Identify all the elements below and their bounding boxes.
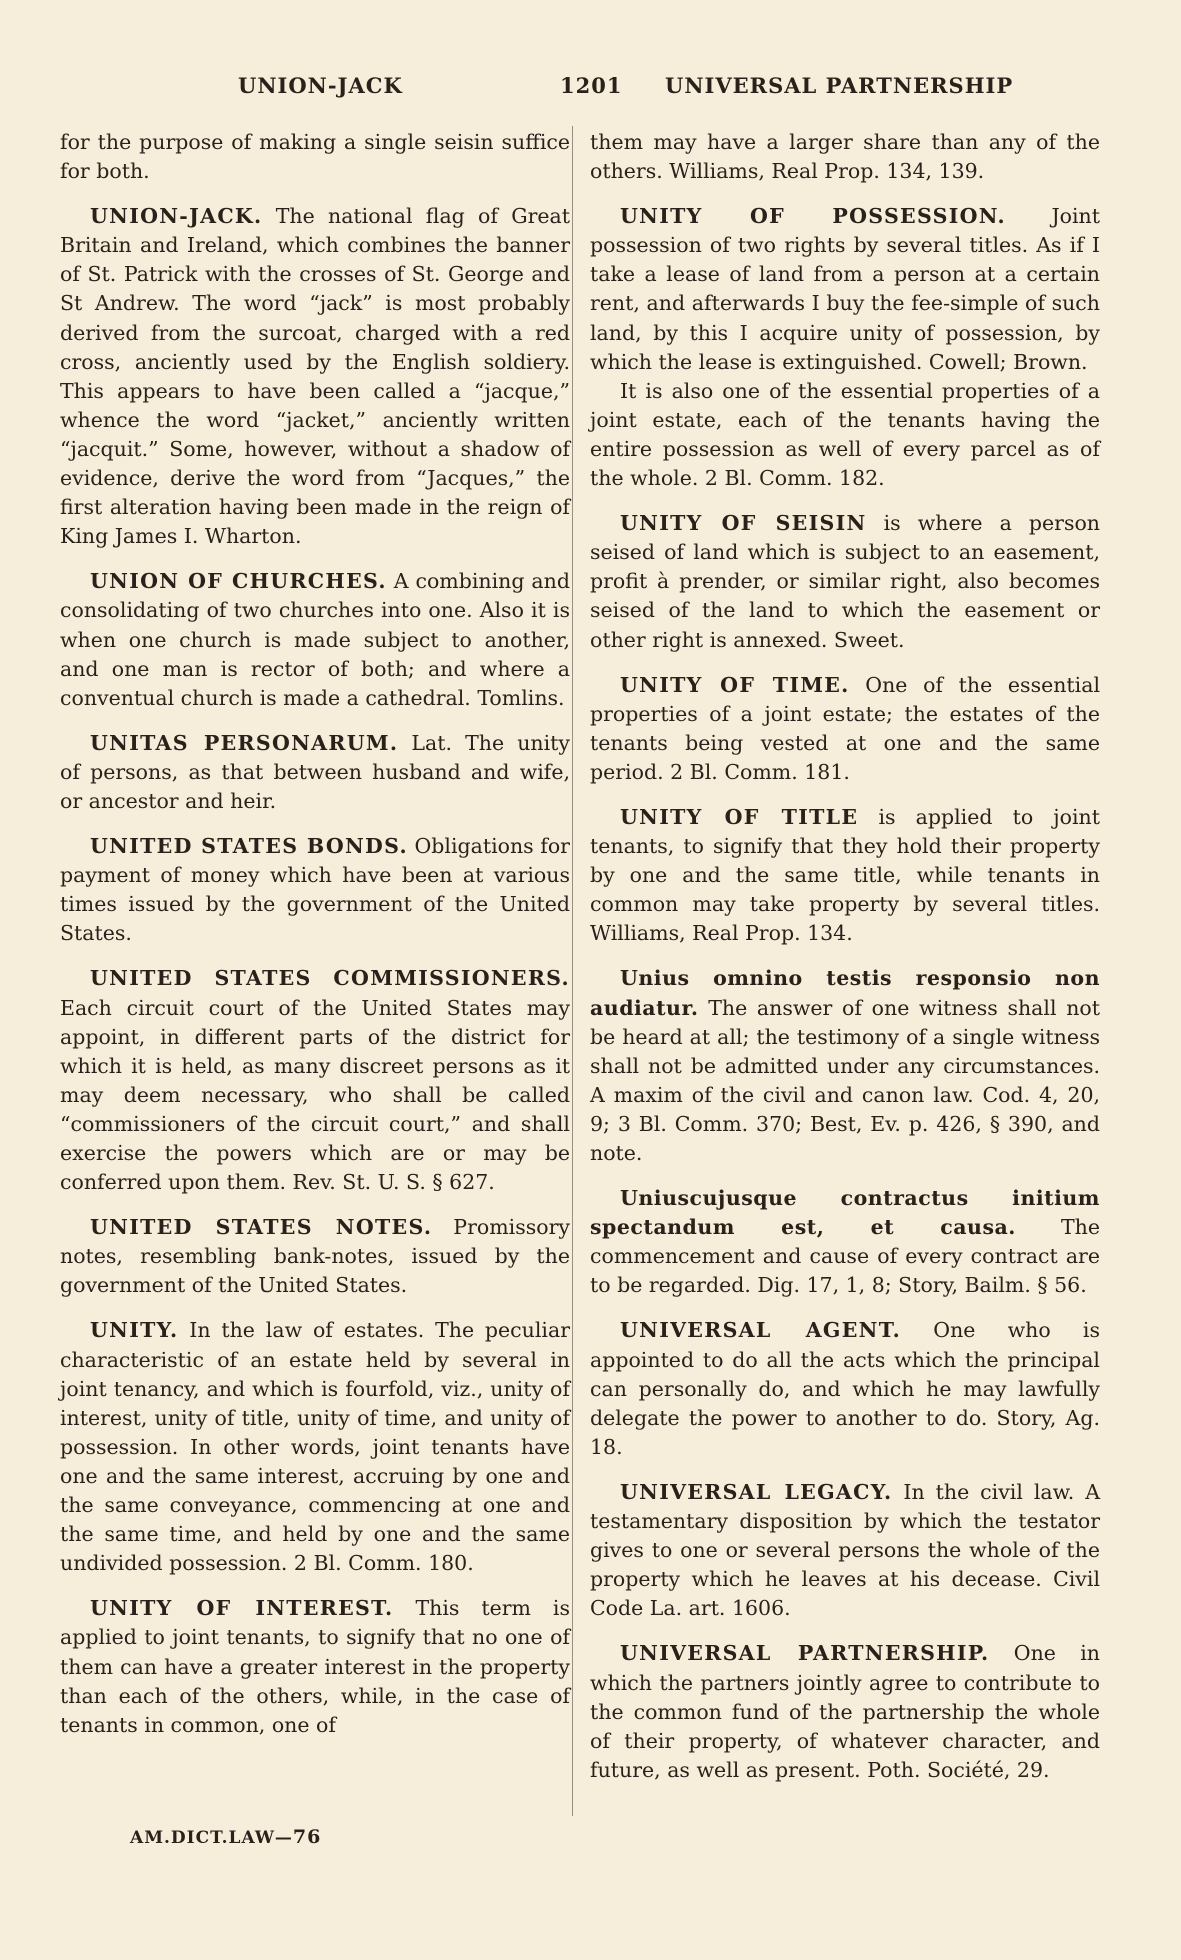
signature-mark bbox=[130, 1826, 321, 1848]
headword: UNIVERSAL AGENT. bbox=[620, 1318, 902, 1343]
entry-universal-partnership bbox=[590, 1639, 1100, 1784]
definition: It is also one of the essential properties of a joint estate, each of the tenants having the entire possession as well of every parcel as of the whole. 2 Bl. Comm. 182. bbox=[590, 378, 1100, 491]
headword: UNITY OF POSSESSION. bbox=[620, 204, 1006, 229]
headword: UNITY OF INTEREST. bbox=[90, 1596, 394, 1621]
definition: is applied to joint tenants, to signify that they hold their property by one and the same title, while tenants in common may take property by several titles. Williams, Real Prop. 134. bbox=[590, 804, 1100, 946]
definition: Lat. The unity of persons, as that between husband and wife, or ancestor and heir. bbox=[60, 730, 570, 813]
definition: is where a person seised of land which is subject to an easement, profit à prender, or similar right, also becomes seised of the land to which the easement or other right is annexed. Sweet. bbox=[590, 511, 1101, 652]
entry-union-of-churches bbox=[60, 567, 570, 712]
headword: UNION-JACK. bbox=[90, 204, 263, 229]
headword: UNION OF CHURCHES. bbox=[90, 569, 387, 594]
entry-unity bbox=[60, 1316, 570, 1578]
headword: UNITY OF SEISIN bbox=[620, 511, 867, 536]
column-divider bbox=[572, 126, 573, 1816]
headword: UNITY OF TITLE bbox=[620, 804, 859, 829]
right-column bbox=[590, 128, 1100, 1801]
definition: Joint possession of two rights by several titles. As if I take a lease of land from a person at a certain rent, and afterwards I buy the fee-simple of such land, by this I acquire unity of possession, by which the lease is extinguished. Cowell; Brown. bbox=[590, 204, 1100, 374]
headword: Unius omnino testis responsio non audiatur. bbox=[590, 966, 1100, 1020]
definition: One who is appointed to do all the acts which the principal can personally do, and which he may lawfully delegate the power to another to do. Story, Ag. 18. bbox=[590, 1318, 1101, 1459]
definition: The commencement and cause of every contract are to be regarded. Dig. 17, 1, 8; Story, Bailm. § 56. bbox=[590, 1215, 1100, 1298]
entry-unius-omnino bbox=[590, 964, 1100, 1168]
definition: In the civil law. A testamentary disposition by which the testator gives to one or several persons the whole of the property which he leaves at his decease. Civil Code La. art. 1606. bbox=[590, 1479, 1101, 1621]
signature-number: 76 bbox=[292, 1826, 322, 1848]
running-head bbox=[0, 73, 1181, 103]
definition: Obligations for payment of money which have been at various times issued by the government of the United States. bbox=[60, 834, 570, 946]
running-head-right: UNIVERSAL PARTNERSHIP bbox=[665, 73, 1014, 98]
definition: In the law of estates. The peculiar characteristic of an estate held by several in joint tenancy, and which is fourfold, viz., unity of interest, unity of title, unity of time, and unity of possession. In other words, joint tenants have one and the same interest, accruing by one and the same conveyance, commencing at one and the same time, and held by one and the same undivided possession. 2 Bl. Comm. 180. bbox=[60, 1318, 570, 1576]
continuation-text: them may have a larger share than any of the others. Williams, Real Prop. 134, 139. bbox=[590, 130, 1100, 184]
entry-unity-of-interest bbox=[60, 1594, 570, 1739]
headword: UNITED STATES COMMISSIONERS. bbox=[90, 966, 570, 991]
entry-unitas-personarum bbox=[60, 729, 570, 816]
headword: UNITY. bbox=[90, 1318, 179, 1343]
definition: One in which the partners jointly agree to contribute to the common fund of the partnership the whole of their property, of whatever character, and future, as well as present. Poth. Société, 29. bbox=[590, 1641, 1100, 1782]
entry-unity-of-possession-cont bbox=[590, 377, 1100, 493]
headword: UNIVERSAL PARTNERSHIP. bbox=[620, 1641, 990, 1666]
definition: This term is applied to joint tenants, to signify that no one of them can have a greater interest in the property than each of the others, while, in the case of tenants in common, one of bbox=[60, 1596, 570, 1737]
entry-unity-of-seisin bbox=[590, 509, 1100, 654]
entry-united-states-notes bbox=[60, 1213, 570, 1300]
headword: Uniuscujusque contractus initium spectandum est, et causa. bbox=[590, 1186, 1100, 1240]
signature-text: AM.DICT.LAW— bbox=[130, 1828, 293, 1848]
entry-union-jack bbox=[60, 202, 570, 551]
entry-universal-legacy bbox=[590, 1478, 1100, 1623]
entry-unity-of-title bbox=[590, 803, 1100, 948]
headword: UNITED STATES BONDS. bbox=[90, 834, 408, 859]
running-head-left: UNION-JACK bbox=[238, 73, 403, 98]
definition: Each circuit court of the United States may appoint, in different parts of the district for which it is held, as many discreet persons as it may deem necessary, who shall be called “commissioners of the circuit court,” and shall exercise the powers which are or may be conferred upon them. Rev. St. U. S. § 627. bbox=[60, 995, 570, 1195]
definition: A combining and consolidating of two churches into one. Also it is when one church is made subject to another, and one man is rector of both; and where a conventual church is made a cathedral. Tomlins. bbox=[60, 569, 570, 710]
page-number: 1201 bbox=[560, 73, 623, 98]
entry-united-states-bonds bbox=[60, 832, 570, 948]
definition: The national flag of Great Britain and Ireland, which combines the banner of St. Patrick with the crosses of St. George and St Andrew. The word “jack” is most probably derived from the surcoat, charged with a red cross, anciently used by the English soldiery. This appears to have been called a “jacque,” whence the word “jacket,” anciently written “jacquit.” Some, however, without a shadow of evidence, derive the word from “Jacques,” the first alteration having been made in the reign of King James I. Wharton. bbox=[60, 204, 570, 549]
headword: UNITY OF TIME. bbox=[620, 672, 850, 697]
continuation-text: for the purpose of making a single seisin suffice for both. bbox=[60, 130, 570, 184]
entry-unity-of-time bbox=[590, 671, 1100, 787]
entry-uniuscujusque bbox=[590, 1184, 1100, 1300]
definition: One of the essential properties of a joint estate; the estates of the tenants being vested at one and the same period. 2 Bl. Comm. 181. bbox=[590, 672, 1100, 784]
definition: Promissory notes, resembling bank-notes, issued by the government of the United States. bbox=[60, 1215, 570, 1298]
headword: UNIVERSAL LEGACY. bbox=[620, 1479, 893, 1504]
headword: UNITAS PERSONARUM. bbox=[90, 730, 399, 755]
left-column bbox=[60, 128, 570, 1756]
definition: The answer of one witness shall not be heard at all; the testimony of a single witness shall not be admitted under any circumstances. A maxim of the civil and canon law. Cod. 4, 20, 9; 3 Bl. Comm. 370; Best, Ev. p. 426, § 390, and note. bbox=[590, 995, 1100, 1165]
entry-unity-of-possession bbox=[590, 202, 1100, 377]
entry-universal-agent bbox=[590, 1316, 1100, 1461]
headword: UNITED STATES NOTES. bbox=[90, 1215, 433, 1240]
entry-united-states-commissioners bbox=[60, 964, 570, 1197]
